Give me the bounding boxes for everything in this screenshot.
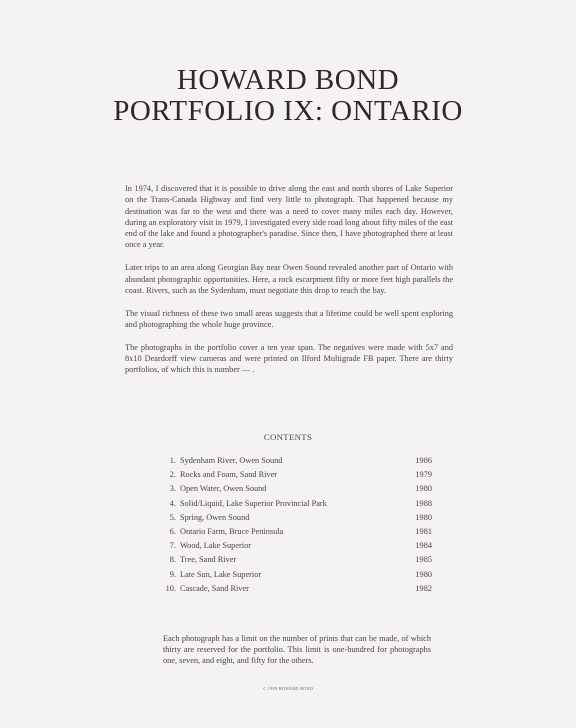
intro-paragraph-4: The photographs in the portfolio cover a ten year span. The negatives were made with 5x7 and 8x10 Deardorff view cameras and were printed on Ilford Multigrade FB paper. There are thirty portfolios, of which this is number — . <box>125 342 453 375</box>
title-portfolio-name: PORTFOLIO IX: ONTARIO <box>113 95 463 127</box>
contents-item-title: Tree, Sand River <box>180 555 237 565</box>
contents-item <box>160 555 432 569</box>
contents-item-title: Rocks and Foam, Sand River <box>180 470 278 480</box>
contents-item <box>160 470 432 484</box>
contents-item-number: 7. <box>169 541 176 551</box>
contents-heading: CONTENTS <box>263 432 313 442</box>
copyright-line: © 1989 HOWARD BOND <box>262 686 314 691</box>
contents-item-year: 1979 <box>415 470 432 480</box>
contents-item-year: 1980 <box>415 512 432 522</box>
contents-item-year: 1981 <box>415 526 432 536</box>
contents-item-title: Solid/Liquid, Lake Superior Provincial Park <box>180 498 327 508</box>
print-limit-note <box>163 633 431 667</box>
contents-item <box>160 541 432 555</box>
contents-item <box>160 584 432 598</box>
contents-item-title: Sydenham River, Owen Sound <box>180 456 283 465</box>
contents-item-year: 1980 <box>415 484 432 494</box>
contents-item-year: 1985 <box>415 555 432 565</box>
contents-item-number: 8. <box>169 555 176 565</box>
contents-item-title: Open Water, Owen Sound <box>180 484 267 494</box>
introduction-text <box>125 183 453 387</box>
contents-list <box>160 456 432 598</box>
contents-item <box>160 456 432 470</box>
contents-item-year: 1986 <box>415 456 432 465</box>
contents-item-year: 1984 <box>415 541 432 551</box>
contents-item-title: Wood, Lake Superior <box>180 541 251 551</box>
contents-item <box>160 527 432 541</box>
contents-item-number: 3. <box>169 484 176 494</box>
contents-item-number: 5. <box>169 512 176 522</box>
contents-item <box>160 499 432 513</box>
contents-item <box>160 513 432 527</box>
contents-item-number: 1. <box>169 456 176 465</box>
contents-item <box>160 570 432 584</box>
contents-item <box>160 484 432 498</box>
title-artist-name: HOWARD BOND <box>176 64 400 96</box>
intro-paragraph-1: In 1974, I discovered that it is possible to drive along the east and north shores of Lake Superior on the Trans-Canada Highway and find very little to photograph. That happened because my destination was far to the west and there was a need to cover many miles each day. However, during an exploratory visit in 1979, I investigated every side road long about fifty miles of the east end of the lake and found a photographer's paradise. Since then, I have photographed there at least once a year. <box>125 184 453 250</box>
intro-paragraph-3: The visual richness of these two small areas suggests that a lifetime could be well spent exploring and photographing the whole huge province. <box>125 308 453 329</box>
contents-item-title: Cascade, Sand River <box>180 583 249 593</box>
contents-item-year: 1988 <box>415 498 432 508</box>
contents-item-title: Late Sun, Lake Superior <box>180 569 262 579</box>
contents-item-year: 1982 <box>415 583 432 593</box>
contents-item-title: Ontario Farm, Bruce Peninsula <box>180 526 284 536</box>
contents-item-title: Spring, Owen Sound <box>180 512 250 522</box>
contents-item-number: 4. <box>169 498 176 508</box>
intro-paragraph-2: Later trips to an area along Georgian Bay near Owen Sound revealed another part of Ontario with abundant photographic opportunities. Here, a rock escarpment fifty or more feet high parallels the coast. Rivers, such as the Sydenham, must negotiate this drop to reach the bay. <box>125 263 453 295</box>
contents-item-number: 10. <box>165 583 176 593</box>
contents-item-number: 2. <box>169 470 176 480</box>
contents-item-number: 6. <box>169 526 176 536</box>
contents-item-year: 1980 <box>415 569 432 579</box>
contents-item-number: 9. <box>169 569 176 579</box>
print-limit-text: Each photograph has a limit on the number of prints that can be made, of which thirty are reserved for the portfolio. This limit is one-hundred for photographs one, seven, and eight, and fifty for the others. <box>163 634 431 666</box>
